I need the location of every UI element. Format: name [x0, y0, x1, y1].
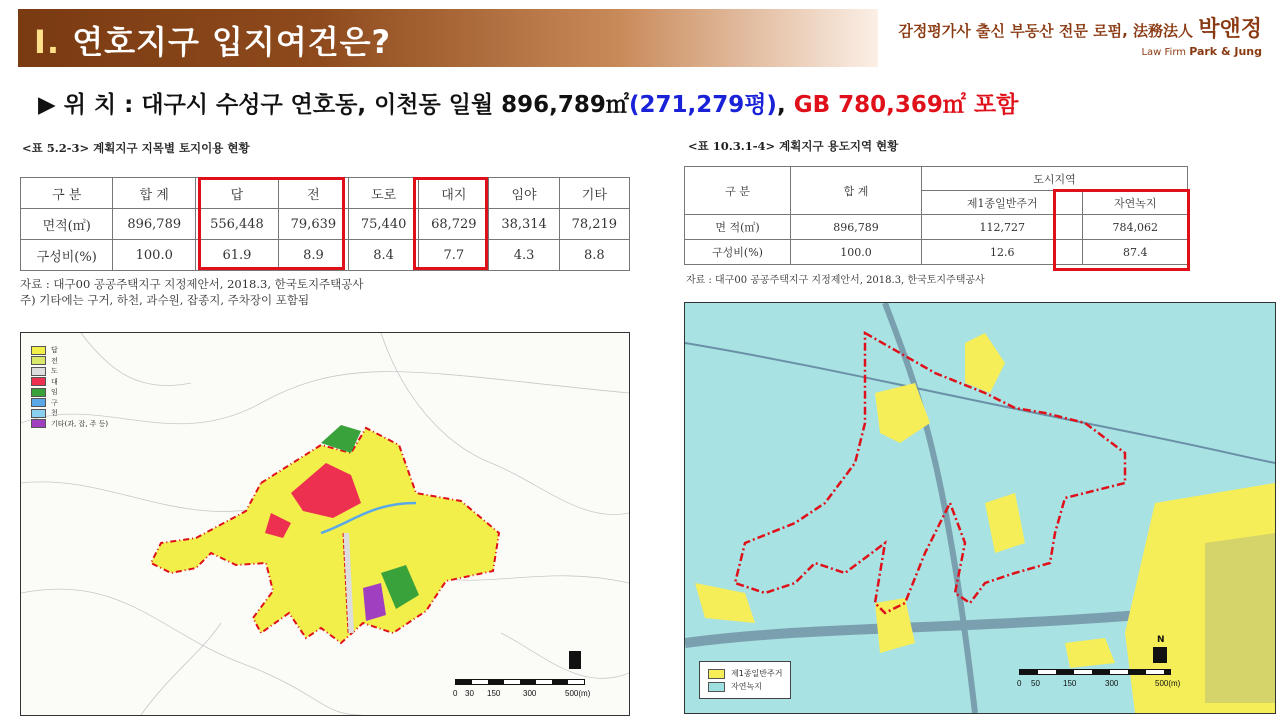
table-cell: 8.4 [349, 240, 419, 271]
legend-label: 구 [51, 398, 58, 407]
header-cell: 도시지역 [922, 167, 1188, 191]
legend-item [31, 366, 108, 377]
land-use-legend [31, 345, 108, 429]
brand-main [898, 12, 1262, 43]
table-cell: 61.9 [196, 240, 279, 271]
scale-label: 500(m) [565, 689, 591, 698]
scale-label: 50 [1031, 679, 1040, 688]
north-label: N [1157, 635, 1165, 645]
legend-label: 임 [51, 388, 58, 396]
legend-swatch [708, 682, 725, 692]
legend-swatch [31, 398, 46, 407]
table-cell: 112,727 [922, 215, 1083, 240]
scale-label: 0 [453, 689, 458, 698]
table-cell: 100.0 [113, 240, 196, 271]
legend-swatch [708, 669, 725, 679]
legend-label: 대 [51, 377, 58, 386]
table-cell: 75,440 [349, 209, 419, 240]
header-cell: 제1종일반주거 [922, 191, 1083, 215]
location-separator: , [776, 92, 794, 118]
zoning-map [684, 302, 1276, 714]
legend-swatch [31, 356, 46, 365]
highlight-box-farmland [198, 177, 345, 270]
table-cell: 79,639 [278, 209, 348, 240]
legend-label: 전 [51, 356, 58, 365]
scale-label: 500(m) [1155, 679, 1181, 688]
location-text: ▶ 위 치 : 대구시 수성구 연호동, 이천동 일월 896,789㎡ [38, 92, 629, 118]
legend-item [31, 345, 108, 356]
table-cell: 896,789 [113, 209, 196, 240]
table-cell: 100.0 [791, 240, 922, 265]
title-label: 연호지구 입지여건은? [60, 23, 392, 61]
title-bar [18, 9, 878, 67]
table-cell: 556,448 [196, 209, 279, 240]
note-text: 주) 기타에는 구거, 하천, 과수원, 잡종지, 주차장이 포함됨 [20, 293, 310, 307]
legend-swatch [31, 367, 46, 376]
table-cell: 784,062 [1083, 215, 1188, 240]
location-line [38, 86, 1018, 119]
header-cell: 답 [196, 178, 279, 209]
scale-label: 150 [1063, 679, 1077, 688]
slide-title [34, 17, 391, 63]
north-arrow-icon [569, 651, 581, 669]
scale-label: 30 [465, 689, 474, 698]
header-cell: 전 [278, 178, 348, 209]
legend-item [31, 398, 108, 409]
legend-item [31, 408, 108, 419]
scale-label: 300 [523, 689, 537, 698]
legend-swatch [31, 419, 46, 428]
location-pyeong: (271,279평) [628, 92, 777, 118]
table-cell: 68,729 [419, 209, 489, 240]
scale-bar [1019, 669, 1171, 675]
left-table-caption: <표 5.2-3> 계획지구 지목별 토지이용 현황 [22, 141, 250, 155]
legend-label: 도 [51, 367, 58, 375]
table-cell: 78,219 [559, 209, 629, 240]
brand-sub-prefix: Law Firm [1141, 47, 1190, 58]
table-cell: 87.4 [1083, 240, 1188, 265]
right-table-caption: <표 10.3.1-4> 계획지구 용도지역 현황 [688, 139, 899, 153]
legend-item [708, 667, 782, 680]
highlight-box-site [413, 177, 488, 270]
header-cell: 자연녹지 [1083, 191, 1188, 215]
legend-item [31, 419, 108, 430]
left-table-source [20, 276, 364, 308]
legend-label: 제1종일반주거 [731, 669, 783, 678]
right-table-source: 자료 : 대구00 공공주택지구 지정제안서, 2018.3, 한국토지주택공사 [686, 275, 985, 286]
table-cell: 구성비(%) [21, 240, 113, 271]
header-cell: 대지 [419, 178, 489, 209]
table-cell: 38,314 [489, 209, 559, 240]
source-text: 자료 : 대구00 공공주택지구 지정제안서, 2018.3, 한국토지주택공사 [20, 277, 364, 291]
header-cell: 구 분 [21, 178, 113, 209]
table-cell: 4.3 [489, 240, 559, 271]
legend-item [31, 356, 108, 367]
brand-logo [898, 12, 1262, 58]
table-cell: 7.7 [419, 240, 489, 271]
title-roman-numeral: Ⅰ. [34, 23, 61, 61]
legend-swatch [31, 388, 46, 397]
zoning-legend [699, 661, 791, 699]
legend-label: 답 [51, 346, 58, 354]
scale-bar [455, 679, 585, 685]
legend-swatch [31, 377, 46, 386]
table-header-row [685, 167, 1188, 191]
header-cell: 합 계 [791, 167, 922, 215]
header-cell: 기타 [559, 178, 629, 209]
table-cell: 896,789 [791, 215, 922, 240]
header-cell: 구 분 [685, 167, 791, 215]
location-gb: GB 780,369㎡ 포함 [793, 92, 1019, 118]
scale-label: 300 [1105, 679, 1119, 688]
table-cell: 구성비(%) [685, 240, 791, 265]
table-cell: 면적(㎡) [21, 209, 113, 240]
header-cell: 임야 [489, 178, 559, 209]
brand-name: 박앤정 [1198, 17, 1262, 42]
zoning-map-graphic [685, 303, 1275, 713]
brand-sub [898, 45, 1262, 58]
table-cell: 12.6 [922, 240, 1083, 265]
brand-sub-name: Park & Jung [1189, 45, 1262, 58]
land-use-map-graphic [21, 333, 629, 715]
scale-label: 150 [487, 689, 501, 698]
legend-label: 자연녹지 [731, 682, 762, 691]
legend-item [708, 680, 782, 693]
table-cell: 면 적(㎡) [685, 215, 791, 240]
legend-label: 천 [51, 409, 58, 417]
scale-label: 0 [1017, 679, 1022, 688]
legend-item [31, 377, 108, 388]
highlight-box-green [1053, 189, 1190, 271]
header-cell: 도로 [349, 178, 419, 209]
legend-swatch [31, 409, 46, 418]
legend-swatch [31, 346, 46, 355]
land-use-map [20, 332, 630, 716]
table-cell: 8.9 [278, 240, 348, 271]
table-cell: 8.8 [559, 240, 629, 271]
north-arrow-icon [1153, 647, 1167, 663]
legend-item [31, 387, 108, 398]
header-cell: 합 계 [113, 178, 196, 209]
brand-tagline: 감정평가사 출신 부동산 전문 로펌, 法務法人 [898, 22, 1199, 40]
legend-label: 기타(과, 잡, 주 등) [51, 419, 109, 428]
